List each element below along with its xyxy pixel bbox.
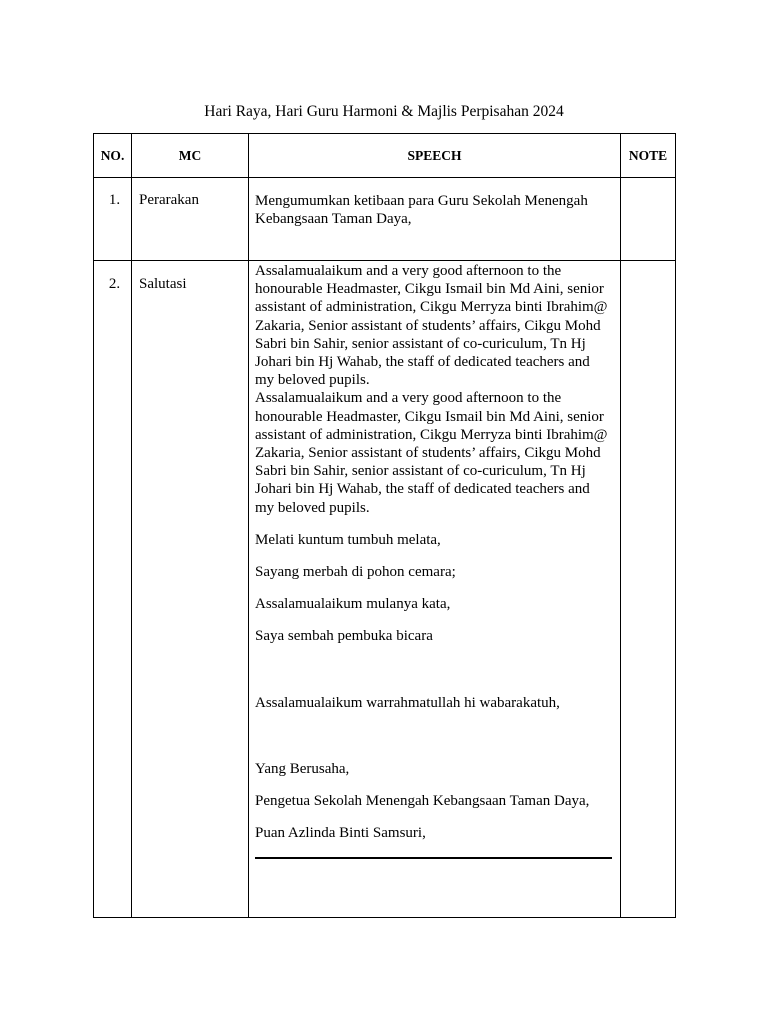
header-speech: SPEECH	[249, 134, 621, 178]
speech-principal-title: Pengetua Sekolah Menengah Kebangsaan Taman Daya,	[255, 793, 590, 810]
speech-honorific: Yang Berusaha,	[255, 760, 350, 777]
pantun-line: Assalamualaikum mulanya kata,	[255, 596, 451, 613]
pantun-line: Sayang merbah di pohon cemara;	[255, 564, 456, 581]
signature-line	[255, 857, 612, 859]
header-note: NOTE	[621, 134, 676, 178]
table-row	[94, 261, 676, 918]
row-mc-segment: Perarakan	[132, 178, 249, 261]
speech-principal-name: Puan Azlinda Binti Samsuri,	[255, 825, 426, 842]
row-number: 1.	[94, 178, 132, 261]
pantun-line: Saya sembah pembuka bicara	[255, 628, 433, 645]
row-number: 2.	[94, 261, 132, 918]
speech-greeting-repeat: Assalamualaikum and a very good afternoon to the honourable Headmaster, Cikgu Ismail bin Md Aini, senior assistant of administration, Cikgu Merryza binti Ibrahim@ Zakaria, Senior assistant of students’ affairs, Cikgu Mohd Sabri bin Sahir, senior assistant of co-curiculum, Tn Hj Johari bin Hj Wahab, the staff of dedicated teachers and my beloved pupils.	[255, 390, 608, 516]
speech-salam: Assalamualaikum warrahmatullah hi wabarakatuh,	[255, 694, 560, 711]
rundown-table	[93, 133, 676, 918]
speech-greeting: Assalamualaikum and a very good afternoon to the honourable Headmaster, Cikgu Ismail bin Md Aini, senior assistant of administration, Cikgu Merryza binti Ibrahim@ Zakaria, Senior assistant of students’ affairs, Cikgu Mohd Sabri bin Sahir, senior assistant of co-curiculum, Tn Hj Johari bin Hj Wahab, the staff of dedicated teachers and my beloved pupils.	[255, 263, 608, 389]
table-row	[94, 178, 676, 261]
row-mc-segment: Salutasi	[132, 261, 249, 918]
header-mc: MC	[132, 134, 249, 178]
row-speech	[249, 178, 621, 261]
pantun-line: Melati kuntum tumbuh melata,	[255, 531, 441, 548]
row-note	[621, 178, 676, 261]
document-title: Hari Raya, Hari Guru Harmoni & Majlis Perpisahan 2024	[204, 103, 564, 120]
header-no: NO.	[94, 134, 132, 178]
row-note	[621, 261, 676, 918]
table-header-row	[94, 134, 676, 178]
speech-paragraph: Mengumumkan ketibaan para Guru Sekolah Menengah Kebangsaan Taman Daya,	[255, 193, 588, 228]
row-speech	[249, 261, 621, 918]
